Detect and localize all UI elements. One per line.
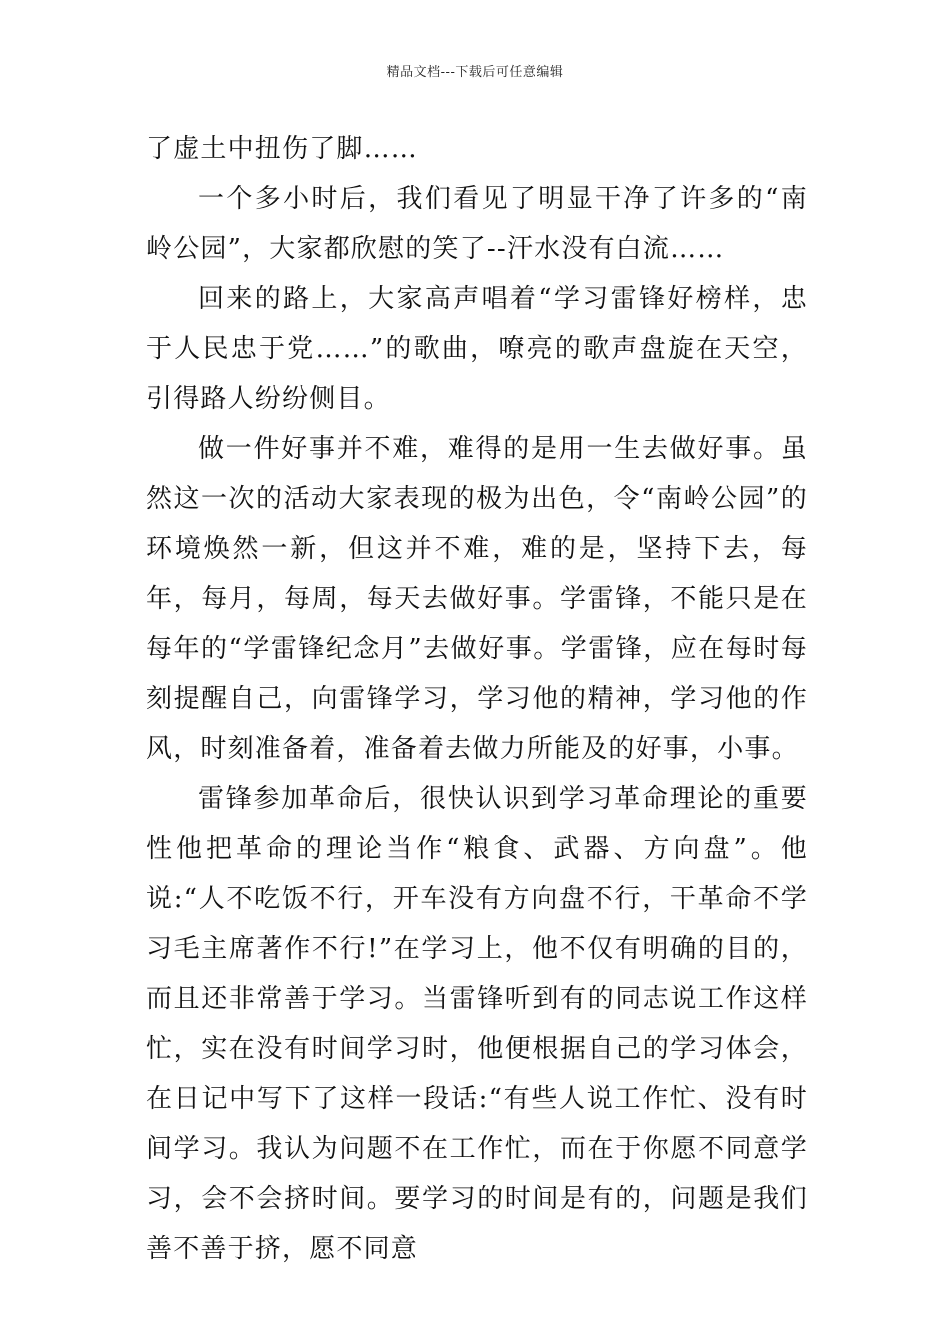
- paragraph-5: 雷锋参加革命后，很快认识到学习革命理论的重要性他把革命的理论当作“粮食、武器、方向盘”。他说:“人不吃饭不行，开车没有方向盘不行，干革命不学习毛主席著作不行!”在学习上，他不仅有明确的目的，而且还非常善于学习。当雷锋听到有的同志说工作这样忙，实在没有时间学习时，他便根据自己的学习体会，在日记中写下了这样一段话:“有些人说工作忙、没有时间学习。我认为问题不在工作忙，而在于你愿不同意学习，会不会挤时间。要学习的时间是有的，问题是我们善不善于挤，愿不同意: [146, 784, 808, 1264]
- paragraph-1: 了虚土中扭伤了脚……: [146, 134, 419, 164]
- document-body: [146, 124, 808, 1274]
- page-header: 精品文档---下载后可任意编辑: [386, 65, 564, 80]
- paragraph-4: 做一件好事并不难，难得的是用一生去做好事。虽然这一次的活动大家表现的极为出色，令“南岭公园”的环境焕然一新，但这并不难，难的是，坚持下去，每年，每月，每周，每天去做好事。学雷锋，不能只是在每年的“学雷锋纪念月”去做好事。学雷锋，应在每时每刻提醒自己，向雷锋学习，学习他的精神，学习他的作风，时刻准备着，准备着去做力所能及的好事，小事。: [146, 434, 808, 764]
- paragraph-2: 一个多小时后，我们看见了明显干净了许多的“南岭公园”，大家都欣慰的笑了--汗水没有白流……: [146, 184, 808, 264]
- paragraph-3: 回来的路上，大家高声唱着“学习雷锋好榜样，忠于人民忠于党……”的歌曲，嘹亮的歌声盘旋在天空，引得路人纷纷侧目。: [146, 284, 808, 414]
